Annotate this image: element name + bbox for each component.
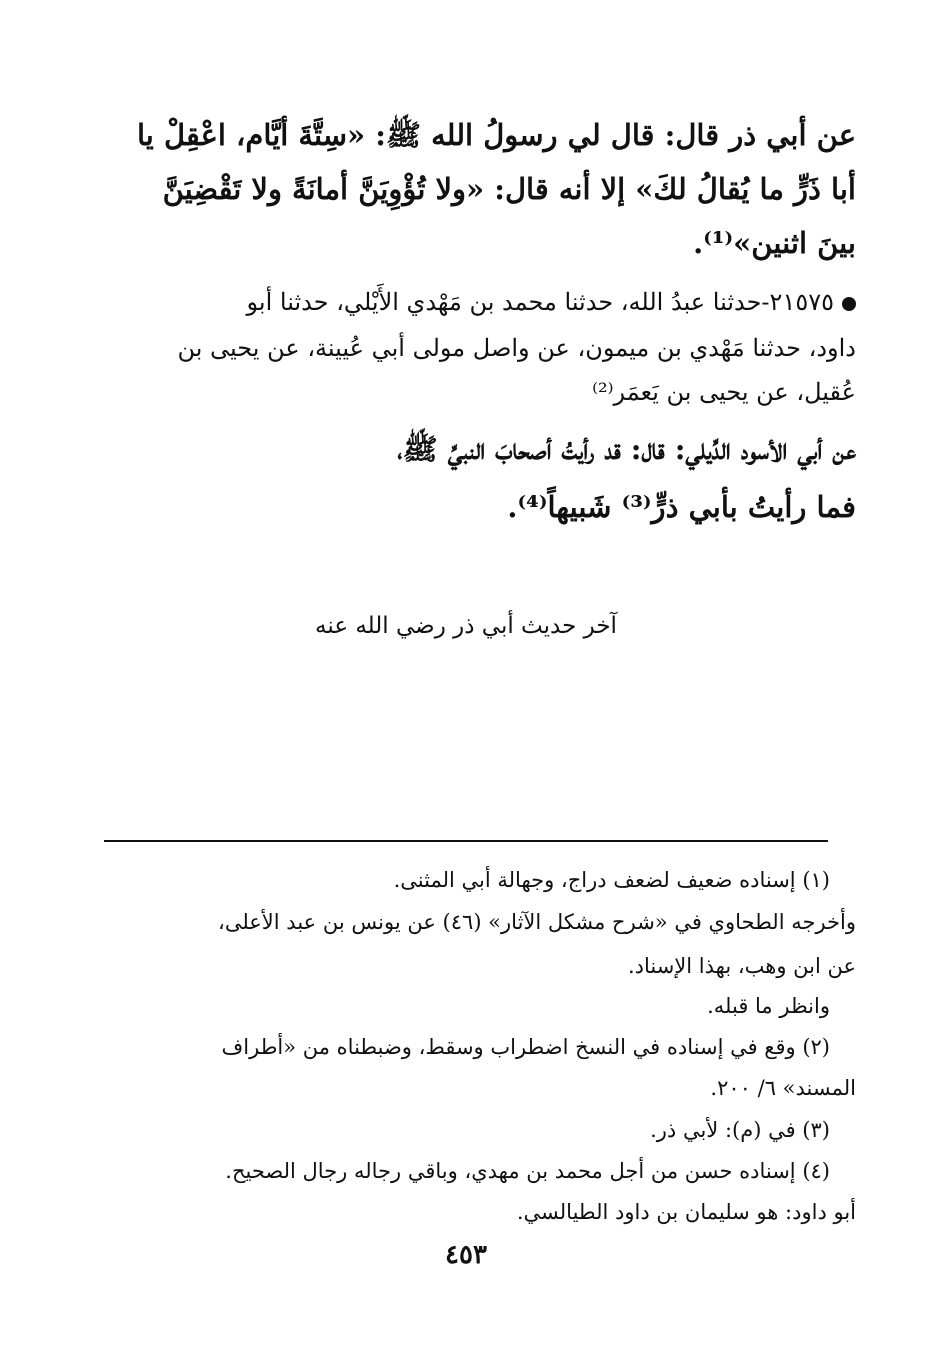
body-line-1: عن أبي ذر قال: قال لي رسولُ الله ﷺ: «سِتَّةَ أيَّام، اعْقِلْ يا	[136, 118, 856, 152]
closing-heading: آخر حديث أبي ذر رضي الله عنه	[315, 613, 617, 639]
matn-line-1: عن أبي الأسود الدِّيلي: قال: قد رأيتُ أصحابَ النبيِّ ﷺ،	[397, 432, 856, 466]
page-number: ٤٥٣	[445, 1240, 487, 1270]
hadith-first-line	[247, 288, 856, 316]
footnote-line-5: (٢) وقع في إسناده في النسخ اضطراب وسقط، وضبطناه من «أطراف	[221, 1035, 830, 1059]
matn-line-2: فما رأيتُ بأبي ذرٍّ⁽³⁾ شَبيهاً⁽⁴⁾.	[507, 490, 856, 524]
footnote-line-4: وانظر ما قبله.	[707, 994, 830, 1018]
hadith-number: ٢١٥٧٥	[769, 288, 834, 316]
footnote-divider	[104, 840, 828, 842]
body-line-3: بينَ اثنين»⁽¹⁾.	[693, 226, 856, 260]
isnad-line-2: داود، حدثنا مَهْدي بن ميمون، عن واصل مولى أبي عُيينة، عن يحيى بن	[177, 334, 856, 362]
hadith-text: -حدثنا عبدُ الله، حدثنا محمد بن مَهْدي الأَيْلي، حدثنا أبو	[246, 288, 770, 316]
footnote-line-9: أبو داود: هو سليمان بن داود الطيالسي.	[516, 1200, 856, 1224]
footnote-line-2: وأخرجه الطحاوي في «شرح مشكل الآثار» (٤٦) عن يونس بن عبد الأعلى،	[218, 910, 856, 934]
footnote-line-8: (٤) إسناده حسن من أجل محمد بن مهدي، وباقي رجاله رجال الصحيح.	[225, 1159, 830, 1183]
isnad-line-3: عُقيل، عن يحيى بن يَعمَر⁽²⁾	[592, 378, 856, 406]
footnote-line-3: عن ابن وهب، بهذا الإسناد.	[627, 954, 856, 978]
body-line-2: أبا ذَرٍّ ما يُقالُ لكَ» إلا أنه قال: «ولا تُؤْوِيَنَّ أمانَةً ولا تَقْضِيَنَّ	[162, 172, 856, 206]
footnote-line-1: (١) إسناده ضعيف لضعف دراج، وجهالة أبي المثنى.	[393, 868, 830, 892]
bullet-icon	[842, 297, 856, 311]
footnote-line-7: (٣) في (م): لأبي ذر.	[650, 1118, 830, 1142]
footnote-line-6: المسند» ٦/ ٢٠٠.	[710, 1076, 856, 1100]
